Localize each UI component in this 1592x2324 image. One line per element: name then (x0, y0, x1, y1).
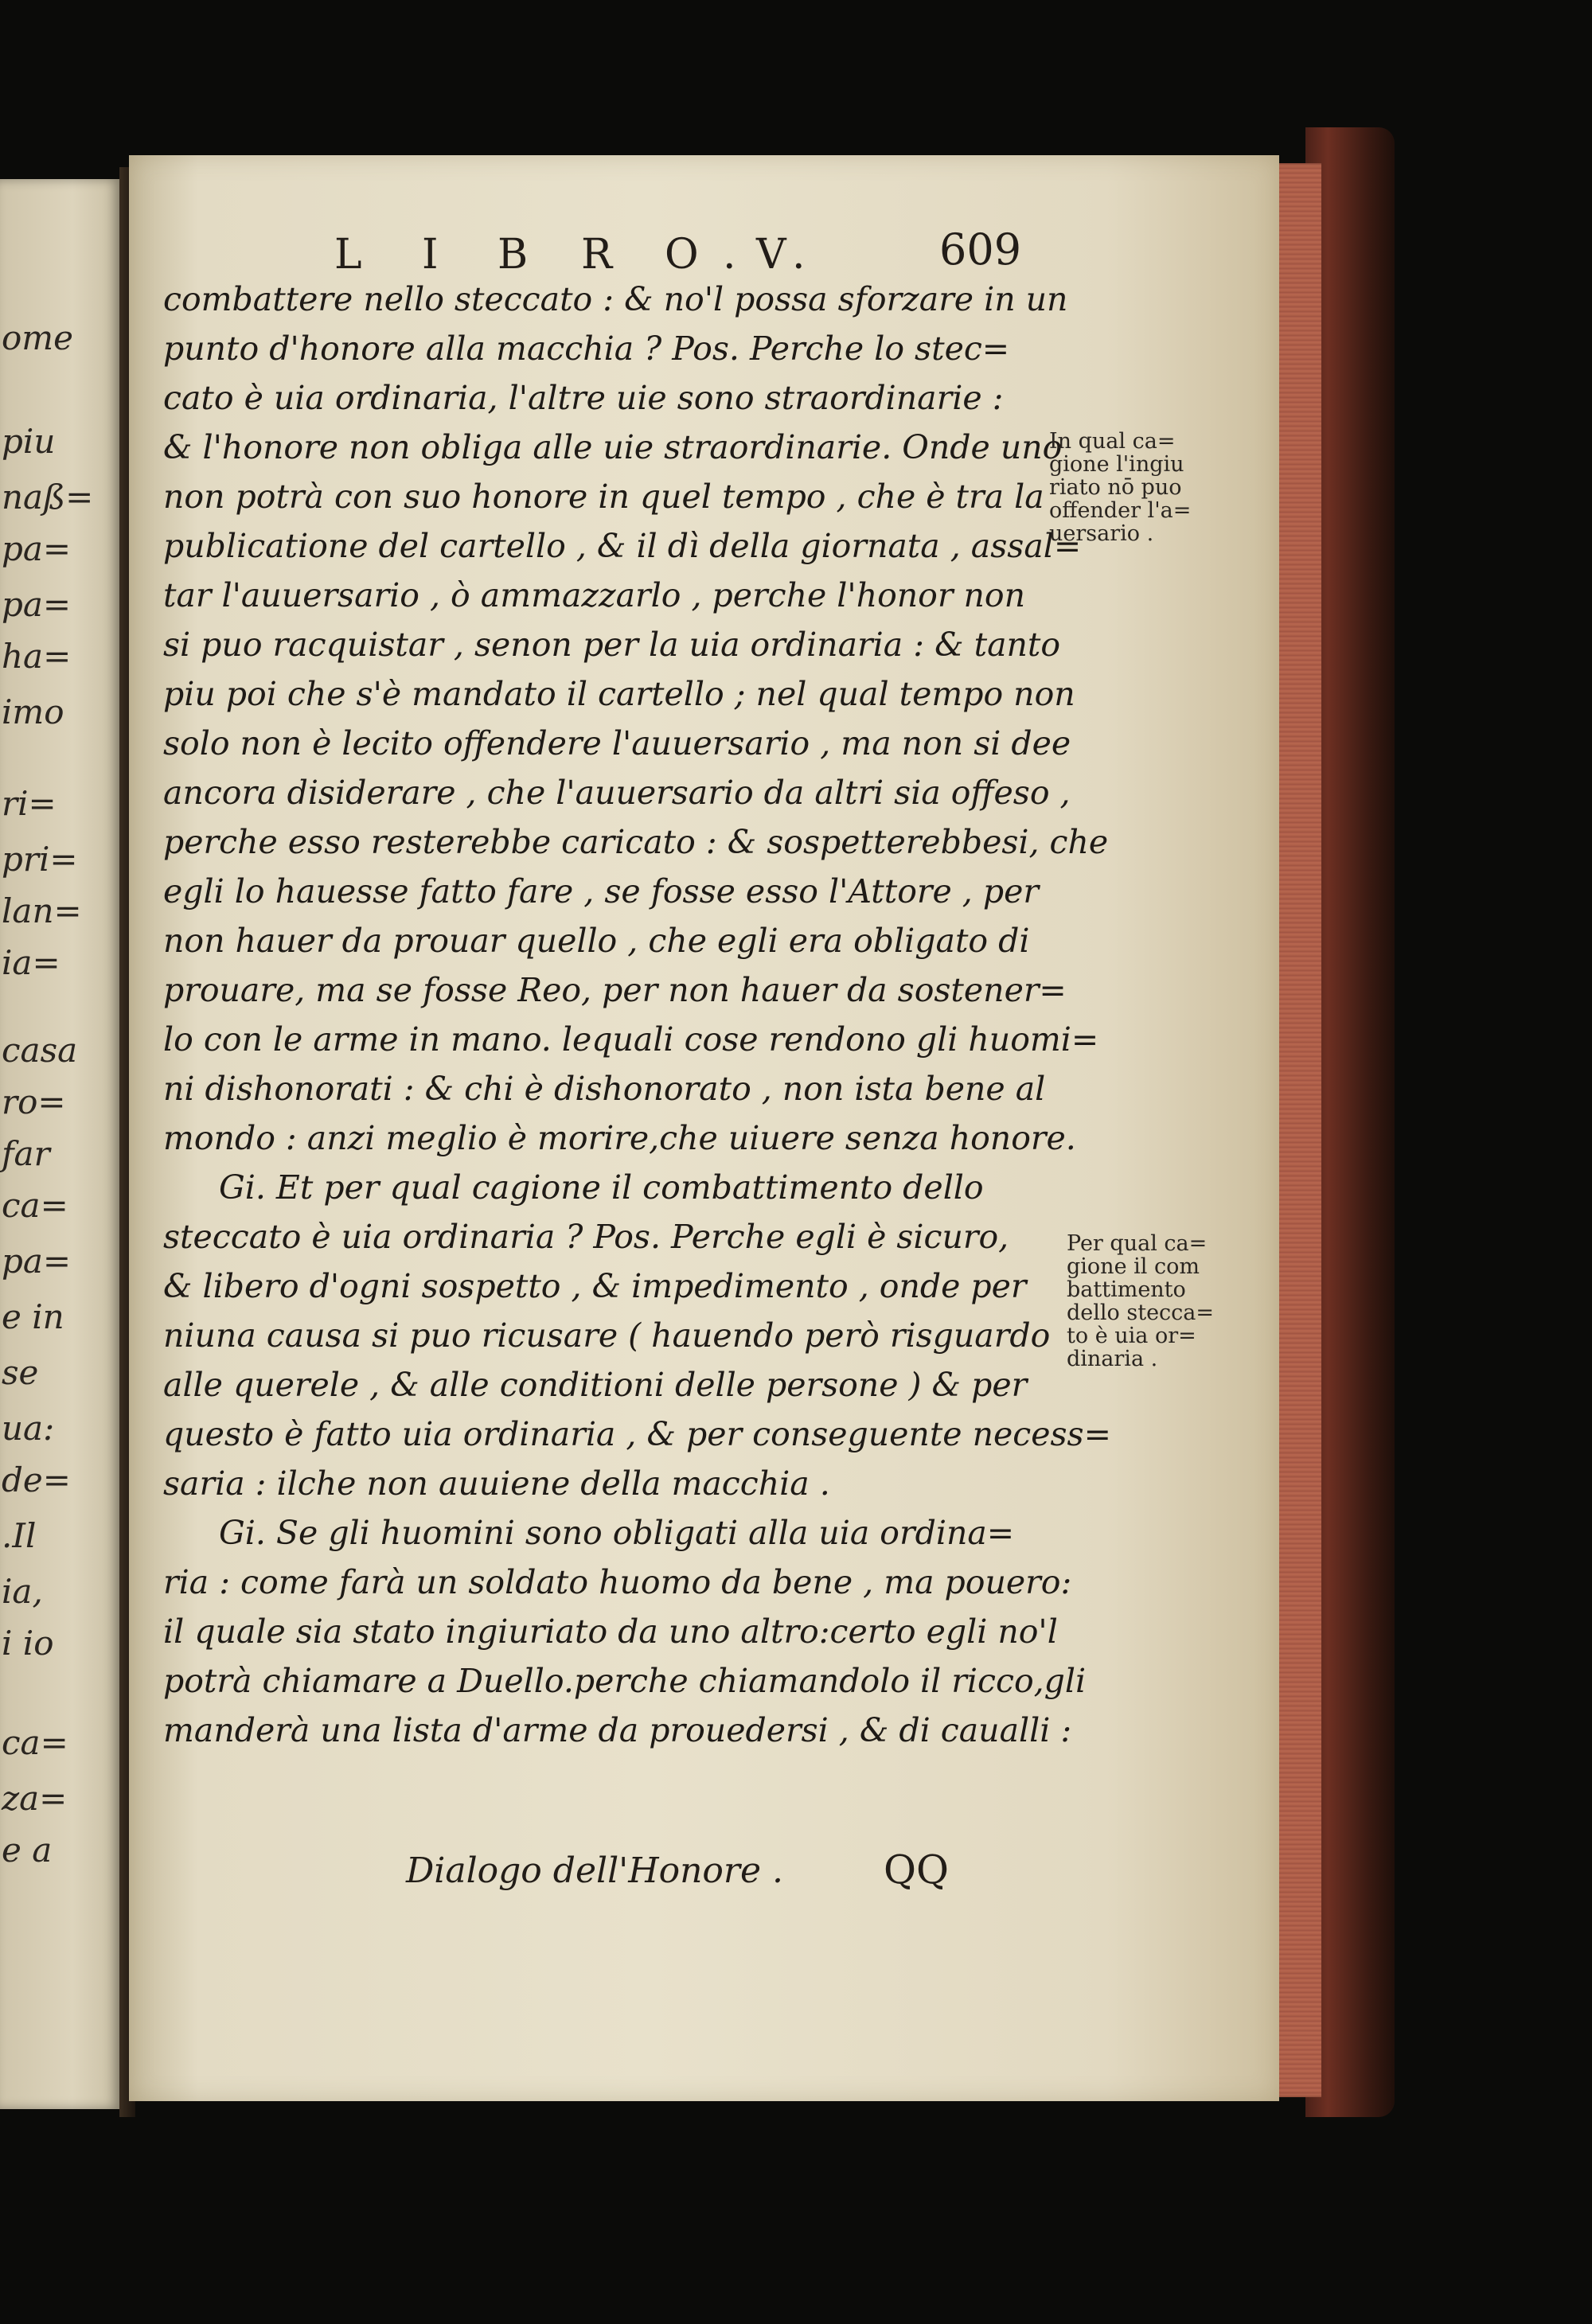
facing-page-fragment: pa= (2, 529, 72, 568)
text-line: ria : come farà un soldato huomo da bene , ma pouero: (163, 1563, 1072, 1601)
facing-page-fragment: piu (2, 422, 56, 461)
facing-page-fragment: naß= (2, 478, 94, 517)
body-text (163, 275, 1111, 1755)
margin-note-line: battimento (1067, 1277, 1186, 1302)
text-line: saria : ilche non auuiene della macchia . (163, 1464, 830, 1503)
text-line: publicatione del cartello , & il dì della giornata , assal= (163, 527, 1082, 565)
facing-page-fragment: ua: (2, 1409, 55, 1448)
text-line: manderà una lista d'arme da prouedersi , & di caualli : (163, 1711, 1072, 1749)
margin-note-line: dinaria . (1067, 1347, 1158, 1371)
text-line: il quale sia stato ingiuriato da uno altro:certo egli no'l (163, 1612, 1058, 1651)
margin-note-line: offender l'a= (1049, 498, 1192, 523)
margin-note-line: riato nō puo (1049, 475, 1182, 500)
text-line: tar l'auuersario , ò ammazzarlo , perche l'honor non (163, 576, 1025, 614)
text-line: ni dishonorati : & chi è dishonorato , non ista bene al (163, 1070, 1046, 1108)
text-line: piu poi che s'è mandato il cartello ; nel qual tempo non (163, 675, 1075, 713)
facing-page-fragment: .Il (2, 1516, 37, 1555)
text-line: solo non è lecito offendere l'auuersario , ma non si dee (163, 724, 1071, 762)
text-line: non hauer da prouar quello , che egli era obligato di (163, 922, 1030, 960)
text-line: prouare, ma se fosse Reo, per non hauer da sostener= (163, 971, 1067, 1009)
facing-page-fragment: lan= (2, 891, 82, 930)
signature-mark: QQ (884, 1846, 949, 1893)
facing-page (0, 179, 121, 2109)
facing-page-fragment: pri= (2, 840, 78, 879)
text-line: steccato è uia ordinaria ? Pos. Perche egli è sicuro, (163, 1218, 1009, 1256)
facing-page-fragment: ha= (2, 637, 72, 676)
facing-page-fragment: ca= (2, 1186, 68, 1225)
margin-note-line: to è uia or= (1067, 1324, 1196, 1348)
text-line: non potrà con suo honore in quel tempo , che è tra la (163, 478, 1044, 516)
text-line: Gi. Se gli huomini sono obligati alla uia ordina= (219, 1514, 1015, 1552)
text-line: & libero d'ogni sospetto , & impedimento , onde per (163, 1267, 1027, 1305)
margin-note-line: In qual ca= (1049, 429, 1176, 454)
facing-page-fragment: far (2, 1134, 50, 1173)
text-line: cato è uia ordinaria, l'altre uie sono straordinarie : (163, 379, 1004, 417)
running-head-letter: V (756, 231, 788, 279)
running-head-letter: L (334, 231, 364, 279)
facing-page-fragment: ca= (2, 1723, 68, 1762)
text-line: perche esso resterebbe caricato : & sospetterebbesi, che (163, 823, 1109, 861)
facing-page-fragment: de= (2, 1460, 71, 1499)
running-head-letter: O (665, 231, 700, 279)
margin-note-line: Per qual ca= (1067, 1231, 1208, 1256)
footer-title: Dialogo dell'Honore . (406, 1850, 783, 1891)
page-edge (1272, 163, 1321, 2097)
facing-page-fragment: se (2, 1353, 39, 1392)
facing-page-fragment: pa= (2, 1242, 72, 1281)
facing-page-fragment: ro= (2, 1082, 66, 1121)
text-line: ancora disiderare , che l'auuersario da altri sia offeso , (163, 774, 1071, 812)
facing-page-fragment: pa= (2, 585, 72, 624)
margin-note-line: gione l'ingiu (1049, 452, 1184, 477)
text-line: combattere nello steccato : & no'l possa sforzare in un (163, 280, 1068, 318)
running-head-letter: . (792, 231, 807, 279)
margin-note-line: uersario . (1049, 521, 1154, 546)
running-head-letter: . (723, 231, 738, 279)
page-number: 609 (939, 224, 1022, 275)
text-line: si puo racquistar , senon per la uia ordinaria : & tanto (163, 626, 1061, 664)
facing-page-fragment: ri= (2, 784, 57, 823)
running-head-letter: R (581, 231, 615, 279)
facing-page-fragment: i io (2, 1624, 54, 1663)
margin-note-line: gione il com (1067, 1254, 1200, 1279)
facing-page-fragment: e in (2, 1297, 64, 1336)
running-head-letter: B (498, 231, 530, 279)
text-line: lo con le arme in mano. lequali cose rendono gli huomi= (163, 1020, 1099, 1059)
text-line: mondo : anzi meglio è morire,che uiuere senza honore. (163, 1119, 1076, 1157)
text-line: punto d'honore alla macchia ? Pos. Perche lo stec= (163, 329, 1010, 368)
margin-note (1067, 1232, 1246, 1371)
text-line: & l'honore non obliga alle uie straordinarie. Onde uno (163, 428, 1063, 466)
text-line: egli lo hauesse fatto fare , se fosse esso l'Attore , per (163, 872, 1039, 910)
facing-page-fragment: za= (2, 1779, 68, 1818)
margin-note-line: dello stecca= (1067, 1300, 1215, 1325)
text-line: Gi. Et per qual cagione il combattimento dello (219, 1168, 984, 1207)
facing-page-fragment: casa (2, 1031, 78, 1070)
facing-page-fragment: imo (2, 692, 64, 731)
facing-page-fragment: ia, (2, 1572, 43, 1611)
facing-page-fragment: e a (2, 1831, 53, 1870)
text-line: niuna causa si puo ricusare ( hauendo però risguardo (163, 1316, 1051, 1355)
margin-note (1049, 430, 1228, 545)
facing-page-fragment: ia= (2, 943, 60, 982)
facing-page-fragment: ome (2, 318, 73, 357)
text-line: potrà chiamare a Duello.perche chiamandolo il ricco,gli (163, 1662, 1087, 1700)
text-line: alle querele , & alle conditioni delle persone ) & per (163, 1366, 1028, 1404)
running-head-letter: I (422, 231, 440, 279)
text-line: questo è fatto uia ordinaria , & per conseguente necess= (163, 1415, 1111, 1453)
